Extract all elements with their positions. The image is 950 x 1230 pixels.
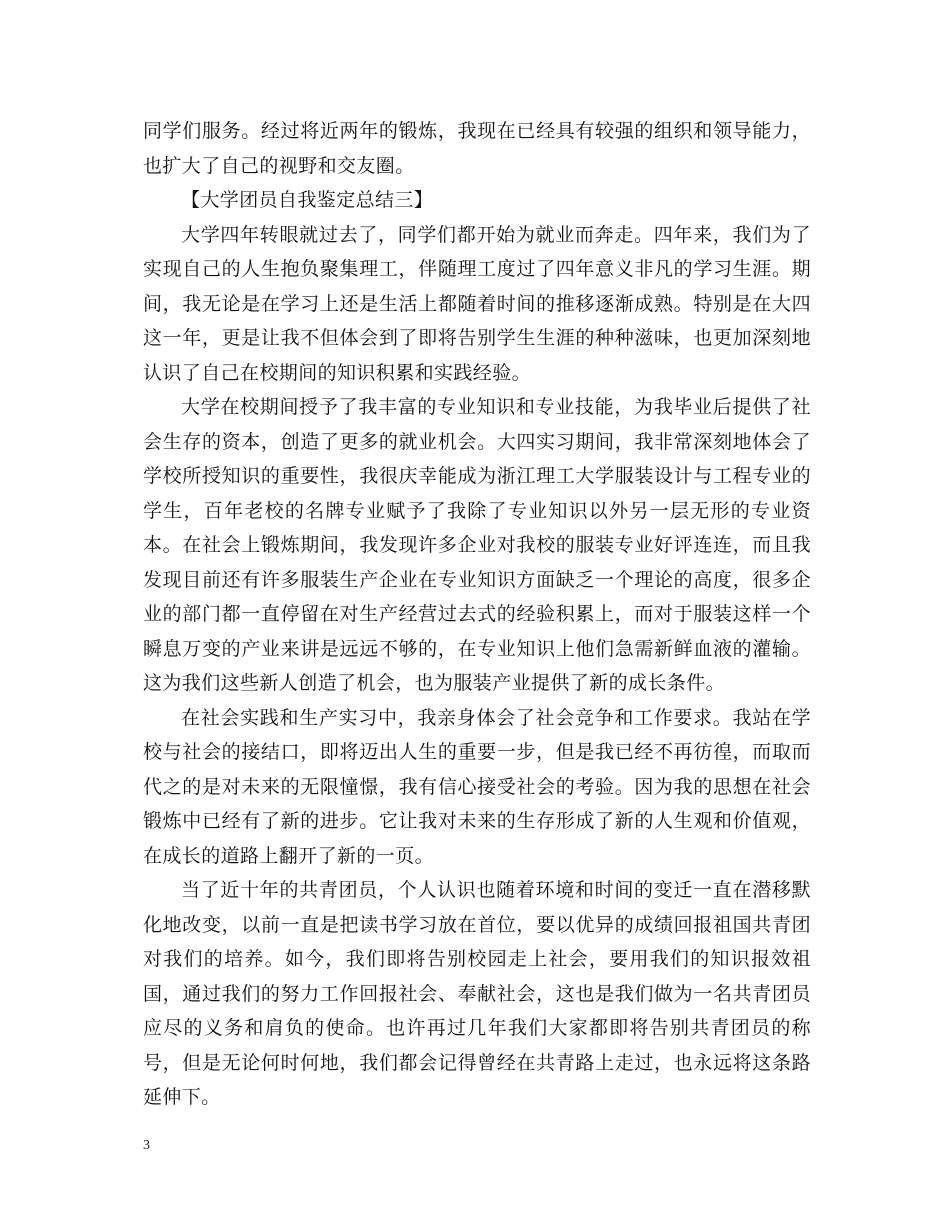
paragraph: 在社会实践和生产实习中，我亲身体会了社会竞争和工作要求。我站在学校与社会的接结口，即将迈出人生的重要一步，但是我已经不再彷徨，而取而代之的是对未来的无限憧憬，我有信心接受社会的考验。因为我的思想在社会锻炼中已经有了新的进步。它让我对未来的生存形成了新的人生观和价值观，在成长的道路上翻开了新的一页。 (143, 706, 811, 867)
paragraph: 大学在校期间授予了我丰富的专业知识和专业技能，为我毕业后提供了社会生存的资本，创造了更多的就业机会。大四实习期间，我非常深刻地体会了学校所授知识的重要性，我很庆幸能成为浙江理工大学服装设计与工程专业的学生，百年老校的名牌专业赋予了我除了专业知识以外另一层无形的专业资本。在社会上锻炼期间，我发现许多企业对我校的服装专业好评连连，而且我发现目前还有许多服装生产企业在专业知识方面缺乏一个理论的高度，很多企业的部门都一直停留在对生产经营过去式的经验积累上，而对于服装这样一个瞬息万变的产业来讲是远远不够的，在专业知识上他们急需新鲜血液的灌输。这为我们这些新人创造了机会，也为服装产业提供了新的成长条件。 (143, 396, 811, 694)
paragraph: 当了近十年的共青团员，个人认识也随着环境和时间的变迁一直在潜移默化地改变，以前一直是把读书学习放在首位，要以优异的成绩回报祖国共青团对我们的培养。如今，我们即将告别校园走上社会，要用我们的知识报效祖国，通过我们的努力工作回报社会、奉献社会，这也是我们做为一名共青团员应尽的义务和肩负的使命。也许再过几年我们大家都即将告别共青团员的称号，但是无论何时何地，我们都会记得曾经在共青路上走过，也永远将这条路延伸下。 (143, 879, 811, 1108)
section-heading: 【大学团员自我鉴定总结三】 (181, 189, 434, 211)
paragraph: 大学四年转眼就过去了，同学们都开始为就业而奔走。四年来，我们为了实现自己的人生抱负聚集理工，伴随理工度过了四年意义非凡的学习生涯。期间，我无论是在学习上还是生活上都随着时间的推移逐渐成熟。特别是在大四这一年，更是让我不但体会到了即将告别学生生涯的种种滋味，也更加深刻地认识了自己在校期间的知识积累和实践经验。 (143, 223, 811, 384)
page-number: 3 (143, 1138, 150, 1153)
document-body (143, 114, 811, 1115)
paragraph-continuation: 同学们服务。经过将近两年的锻炼，我现在已经具有较强的组织和领导能力，也扩大了自己的视野和交友圈。 (143, 120, 811, 177)
